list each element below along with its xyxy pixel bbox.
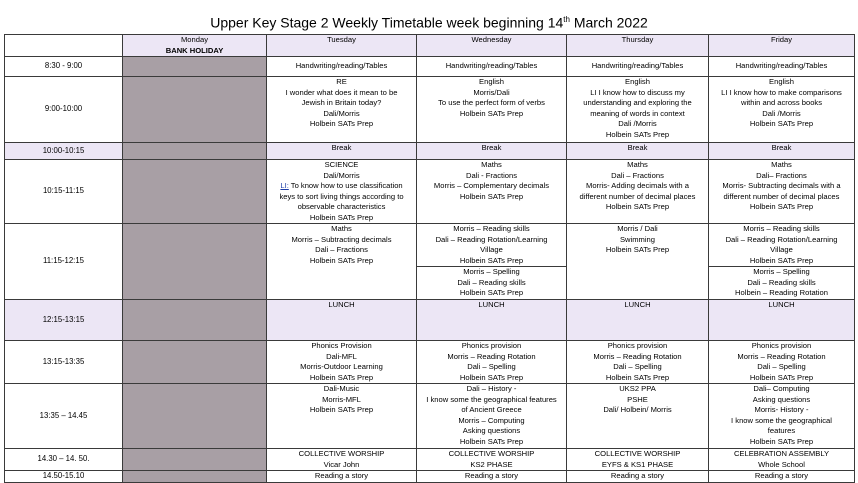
lesson-line: Dali-MFL [326,351,357,361]
lesson-line: Holbein SATs Prep [605,245,670,254]
lesson-line: features [767,426,796,435]
lesson-line: within and across books [740,98,823,107]
lesson-line: Dali – Reading Rotation/Learning [725,234,838,244]
break-cell: Break [417,143,567,160]
lesson-line: Morris- History - [754,405,809,414]
lesson-line: Dali-Music [323,384,360,393]
lesson-cell [567,160,709,224]
lesson-line: Asking questions [752,394,811,404]
worship-cell [267,449,417,471]
lesson-line: Dali – Spelling [757,362,806,371]
lesson-line: Holbein – Reading Rotation [735,288,828,297]
lesson-line: Holbein SATs Prep [605,202,670,211]
row-1430 [5,449,855,471]
li-text: To know how to use classification [288,181,403,190]
lesson-line: CELEBRATION ASSEMBLY [733,449,830,458]
lesson-cell [567,384,709,449]
lesson-line: Dali - Fractions [465,170,518,180]
lesson-line: Morris- Subtracting decimals with a [722,181,841,190]
header-thursday: Thursday [567,35,709,57]
lesson-cell [417,224,567,300]
row-break [5,143,855,160]
lesson-line: UKS2 PPA [619,384,656,393]
lesson-line: COLLECTIVE WORSHIP [594,449,681,458]
li-label: LI: [280,181,289,190]
lesson-line: different number of decimal places [579,191,696,201]
lesson-line: Dali/ Holbein/ Morris [603,405,672,414]
lesson-line: Holbein SATs Prep [749,372,814,382]
time-cell: 13:15-13:35 [5,341,123,384]
time-cell: 11:15-12:15 [5,224,123,300]
lesson-line: Dali – Spelling [613,362,662,371]
lesson-line [269,181,414,192]
worship-cell [709,449,855,471]
worship-cell [567,449,709,471]
lesson-line: Morris – Reading skills [743,224,820,233]
lesson-line: Dali – Spelling [467,362,516,371]
lesson-line: Morris- Adding decimals with a [586,181,689,190]
lesson-line: Phonics provision [461,341,522,350]
lesson-line: Village [770,245,793,254]
lesson-cell [567,77,709,143]
monday-cell [123,341,267,384]
lesson-line: Dali – Reading Rotation/Learning [435,234,548,244]
split-section [417,266,566,299]
lesson-line: Dali– Fractions [756,170,807,180]
lesson-line: Holbein SATs Prep [309,405,374,414]
lesson-line: LI I know how to make comparisons [721,87,842,97]
time-cell: 9:00-10:00 [5,77,123,143]
header-monday [123,35,267,57]
lesson-line: Morris – Reading Rotation [593,351,682,361]
monday-cell [123,143,267,160]
lesson-line: Holbein SATs Prep [605,372,670,382]
lesson-line: Vicar John [323,459,360,469]
lesson-line: Dali /Morris [762,108,801,118]
story-cell: Reading a story [417,471,567,483]
lesson-line: Morris – Spelling [753,267,810,276]
lesson-line: Dali/Morris [323,108,360,118]
lesson-line: I know some the geographical [731,415,832,425]
worship-cell [417,449,567,471]
lesson-cell [417,384,567,449]
lesson-cell [417,77,567,143]
lesson-line: Dali – Reading skills [747,277,816,287]
monday-cell [123,384,267,449]
bank-holiday-label: BANK HOLIDAY [165,45,224,55]
lesson-cell [267,224,417,300]
lesson-cell [567,341,709,384]
lesson-line: Holbein SATs Prep [459,436,524,446]
monday-cell [123,471,267,483]
lesson-line: Dali– Computing [753,384,810,393]
time-cell: 14.30 – 14. 50. [5,449,123,471]
lesson-line: Holbein SATs Prep [309,372,374,382]
time-header-cell [5,35,123,57]
lesson-line: Maths [331,224,352,233]
lesson-line: Morris-MFL [322,394,361,404]
lesson-line: English [625,77,650,86]
row-1015 [5,160,855,224]
lesson-line: Morris – Reading Rotation [737,351,826,361]
lesson-line: Whole School [758,459,805,469]
lesson-line: EYFS & KS1 PHASE [601,459,674,469]
lunch-cell: LUNCH [417,300,567,341]
lesson-line: Morris-Outdoor Learning [300,362,383,371]
lesson-line: COLLECTIVE WORSHIP [448,449,535,458]
lesson-line: Jewish in Britain today? [301,98,382,107]
timetable [4,34,855,483]
page-title [0,8,858,32]
lesson-line: Holbein SATs Prep [749,255,814,265]
story-cell: Reading a story [709,471,855,483]
lesson-line: I wonder what does it mean to be [285,87,398,97]
time-cell: 8:30 - 9:00 [5,57,123,77]
lesson-line: English [479,77,504,86]
lesson-cell [267,341,417,384]
row-1315 [5,341,855,384]
lesson-cell: Handwriting/reading/Tables [417,57,567,77]
lesson-cell [417,160,567,224]
monday-cell [123,57,267,77]
lesson-line: Dali – Fractions [315,245,368,254]
break-cell: Break [709,143,855,160]
time-cell: 10:15-11:15 [5,160,123,224]
monday-cell [123,160,267,224]
lesson-line: English [769,77,794,86]
lesson-line: Maths [771,160,792,169]
lesson-cell [267,160,417,224]
lesson-line: Maths [627,160,648,169]
monday-cell [123,449,267,471]
break-cell: Break [267,143,417,160]
lesson-cell: Handwriting/reading/Tables [709,57,855,77]
title-superscript: th [563,15,570,24]
row-1450 [5,471,855,483]
lesson-line: To use the perfect form of verbs [438,98,545,107]
lesson-line: Phonics Provision [311,341,372,350]
lesson-line: Morris – Reading skills [453,224,530,233]
lesson-cell: Handwriting/reading/Tables [567,57,709,77]
story-cell: Reading a story [567,471,709,483]
row-lunch [5,300,855,341]
lesson-line: Holbein SATs Prep [459,108,524,118]
lesson-cell [709,224,855,300]
title-main: Upper Key Stage 2 Weekly Timetable week beginning 14 [210,14,564,31]
lesson-line: of Ancient Greece [461,405,522,414]
lesson-line: Morris – Reading Rotation [447,351,536,361]
lunch-cell: LUNCH [267,300,417,341]
lesson-line: Holbein SATs Prep [605,129,670,139]
header-tuesday: Tuesday [267,35,417,57]
lesson-cell [709,341,855,384]
row-0830 [5,57,855,77]
lesson-line: Holbein SATs Prep [459,255,524,265]
time-cell: 10:00-10:15 [5,143,123,160]
monday-cell [123,224,267,300]
time-cell: 12:15-13:15 [5,300,123,341]
lesson-line: Dali – Reading skills [457,277,526,287]
lesson-line: Morris / Dali [617,224,658,233]
header-friday: Friday [709,35,855,57]
row-1115 [5,224,855,300]
lesson-line: understanding and exploring the [583,98,692,107]
lesson-line: Holbein SATs Prep [459,288,524,297]
lesson-line: Phonics provision [607,341,668,350]
lesson-line: Holbein SATs Prep [309,255,374,265]
lesson-line: I know some the geographical features [426,394,557,404]
row-0900 [5,77,855,143]
break-cell: Break [567,143,709,160]
lesson-line: Maths [481,160,502,169]
lesson-line: different number of decimal places [723,191,840,201]
lesson-line: Morris/Dali [473,87,510,97]
lesson-cell: Handwriting/reading/Tables [267,57,417,77]
lesson-line: SCIENCE [324,160,359,169]
lesson-line: LI I know how to discuss my [590,87,685,97]
lesson-line: Holbein SATs Prep [749,202,814,211]
lesson-line: KS2 PHASE [470,459,513,469]
lesson-line: Swimming [619,234,656,244]
lesson-line: PSHE [627,394,648,404]
header-row [5,35,855,57]
lesson-cell [709,384,855,449]
lesson-cell [417,341,567,384]
title-end: March 2022 [569,14,648,31]
lunch-cell: LUNCH [567,300,709,341]
monday-cell [123,300,267,341]
lesson-line: Dali – History - [466,384,517,393]
lesson-line: Holbein SATs Prep [309,212,374,222]
lesson-line: Village [480,245,503,254]
lesson-line: RE [336,77,347,86]
lesson-line: Phonics provision [751,341,812,350]
lesson-line: Dali/Morris [323,170,360,180]
lesson-line: Dali /Morris [618,119,657,128]
lesson-cell [567,224,709,300]
lunch-cell: LUNCH [709,300,855,341]
header-wednesday: Wednesday [417,35,567,57]
lesson-line: Holbein SATs Prep [459,372,524,382]
lesson-line: Dali – Fractions [611,170,664,180]
lesson-cell [709,77,855,143]
time-cell: 14.50-15.10 [5,471,123,483]
lesson-line: Morris – Subtracting decimals [291,234,392,244]
split-section [709,266,854,299]
lesson-line: Holbein SATs Prep [749,119,814,128]
lesson-line: COLLECTIVE WORSHIP [298,449,385,458]
lesson-line: Holbein SATs Prep [749,436,814,446]
lesson-line: meaning of words in context [590,108,685,118]
lesson-line: Morris – Computing [458,415,525,425]
lesson-line: Holbein SATs Prep [309,119,374,128]
monday-cell [123,77,267,143]
lesson-cell [267,384,417,449]
lesson-line: keys to sort living things according to [279,191,404,201]
lesson-line: Morris – Complementary decimals [433,181,550,190]
lesson-cell [709,160,855,224]
time-cell: 13:35 – 14.45 [5,384,123,449]
row-1335 [5,384,855,449]
lesson-cell [267,77,417,143]
day-label-monday: Monday [180,35,209,44]
lesson-line: Asking questions [462,426,521,435]
lesson-line: Holbein SATs Prep [459,191,524,201]
story-cell: Reading a story [267,471,417,483]
lesson-line: Morris – Spelling [463,267,520,276]
lesson-line: observable characteristics [297,202,386,211]
